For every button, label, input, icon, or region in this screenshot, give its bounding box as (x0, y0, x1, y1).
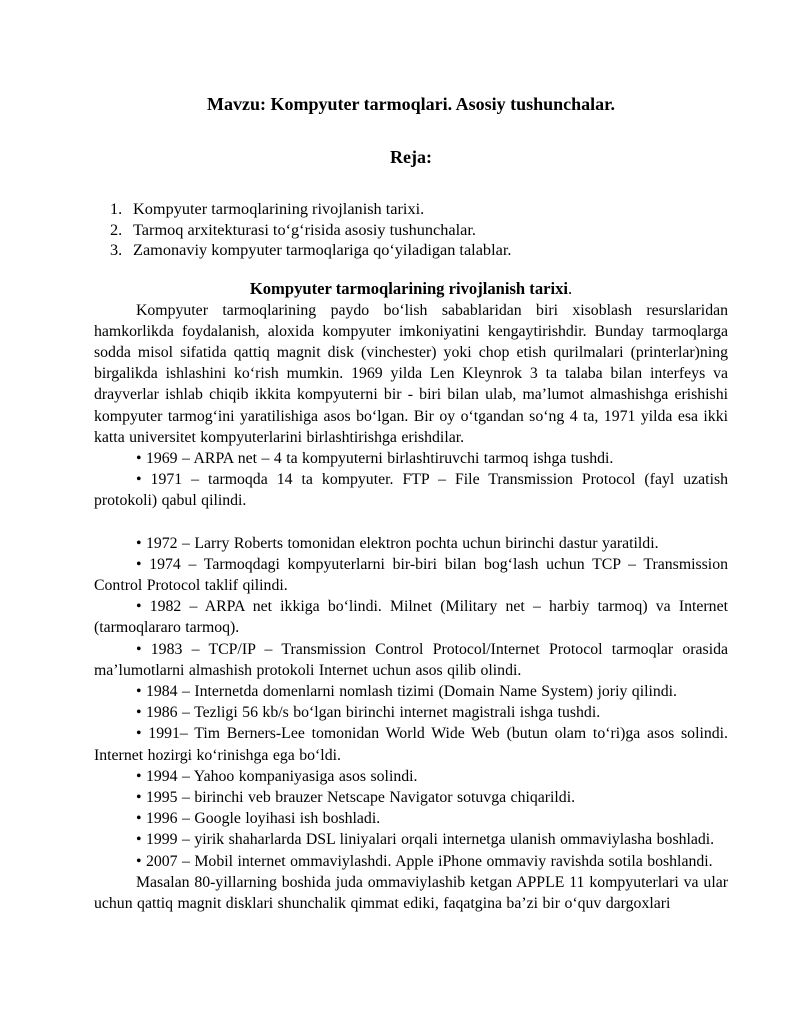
plan-item-text: Zamonaviy kompyuter tarmoqlariga qo‘yiladigan talablar. (133, 240, 512, 259)
section-heading (94, 278, 728, 300)
timeline-bullet: • 1983 – TCP/IP – Transmission Control Protocol/Internet Protocol tarmoqlar orasida ma’lumotlarni almashish protokoli Internet uchun asos qilib olindi. (94, 640, 728, 679)
timeline-bullet: • 1984 – Internetda domenlarni nomlash tizimi (Domain Name System) joriy qilindi. (136, 682, 678, 700)
plan-item-text: Tarmoq arxitekturasi to‘g‘risida asosiy tushunchalar. (133, 219, 476, 239)
plan-item (110, 240, 728, 261)
timeline-bullet: • 1995 – birinchi veb brauzer Netscape Navigator sotuvga chiqarildi. (136, 788, 576, 806)
plan-item-text: Kompyuter tarmoqlarining rivojlanish tarixi. (133, 199, 425, 218)
closing-paragraph: Masalan 80-yillarning boshida juda ommaviylashib ketgan APPLE 11 kompyuterlari va ular uchun qattiq magnit disklari shunchalik qimmat ediki, faqatgina ba’zi bir o‘quv dargoxlari (94, 873, 728, 912)
timeline-bullet: • 1999 – yirik shaharlarda DSL liniyalari orqali internetga ulanish ommaviylasha boshladi. (136, 831, 715, 849)
timeline-bullet: • 1994 – Yahoo kompaniyasiga asos solindi. (136, 767, 418, 785)
timeline-bullet: • 1991– Tim Berners-Lee tomonidan World Wide Web (butun olam to‘ri)ga asos solindi. Internet hozirgi ko‘rinishga ega bo‘ldi. (94, 725, 728, 764)
plan-item-number: 1. (110, 199, 123, 218)
timeline-bullet: • 1969 – ARPA net – 4 ta kompyuterni birlashtiruvchi tarmoq ishga tushdi. (136, 449, 614, 467)
timeline-bullet: • 1996 – Google loyihasi ish boshladi. (136, 810, 381, 828)
timeline-bullet: • 1974 – Tarmoqdagi kompyuterlarni bir-biri bilan bog‘lash uchun TCP – Transmission Control Protocol taklif qilindi. (94, 555, 728, 594)
timeline-bullet: • 1986 – Tezligi 56 kb/s bo‘lgan birinchi internet magistrali ishga tushdi. (136, 704, 601, 722)
plan-list (94, 199, 728, 261)
timeline-bullet: • 1982 – ARPA net ikkiga bo‘lindi. Milnet (Military net – harbiy tarmoq) va Internet (tarmoqlararo tarmoq). (94, 598, 728, 637)
section-heading-text: Kompyuter tarmoqlarining rivojlanish tarixi (249, 278, 569, 298)
plan-item-number: 3. (110, 240, 123, 259)
timeline-bullet: • 2007 – Mobil internet ommaviylashdi. Apple iPhone ommaviy ravishda sotila boshlandi. (136, 852, 713, 870)
document-title: Mavzu: Kompyuter tarmoqlari. Asosiy tushunchalar. (206, 94, 616, 114)
plan-item (110, 199, 728, 220)
plan-heading: Reja: (390, 147, 432, 167)
timeline-bullet: • 1971 – tarmoqda 14 ta kompyuter. FTP – File Transmission Protocol (fayl uzatish protokoli) qabul qilindi. (94, 471, 728, 510)
timeline-bullet: • 1972 – Larry Roberts tomonidan elektron pochta uchun birinchi dastur yaratildi. (136, 534, 659, 552)
plan-item (110, 220, 728, 241)
plan-item-number: 2. (110, 219, 123, 239)
intro-paragraph: Kompyuter tarmoqlarining paydo bo‘lish sabablaridan biri xisoblash resurslaridan hamkorlikda foydalanish, aloxida kompyuter imkoniyatini kengaytirishdir. Bunday tarmoqlarga sodda misol sifatida qattiq magnit disk (vinchester) yoki chop etish qurilmalari (printerlar)ning birgalikda ishlashini ko‘rish mumkin. 1969 yilda Len Kleynrok 3 ta talaba bilan interfeys va drayverlar ishlab chiqib ikkita kompyuterni bir - biri bilan ulab, ma’lumot almashishga erishishi kompyuter tarmog‘ini yaratilishiga asos bo‘lgan. Bir oy o‘tgandan so‘ng 4 ta, 1971 yilda esa ikki katta universitet kompyuterlarini birlashtirishga erishdilar. (94, 301, 728, 446)
section-heading-period: . (568, 278, 573, 298)
